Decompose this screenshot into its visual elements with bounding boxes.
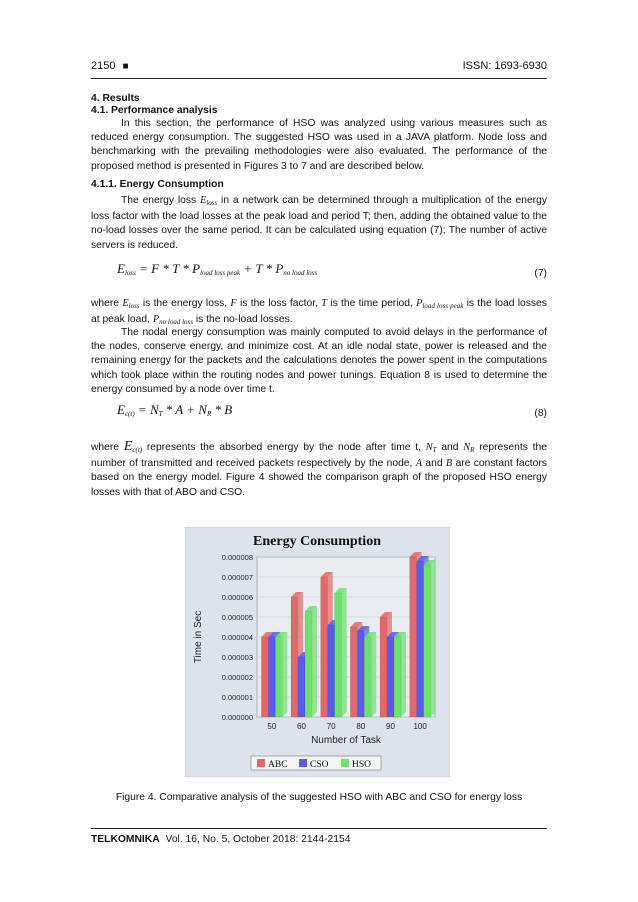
bar-hso-80 <box>364 637 371 717</box>
footer-rule <box>91 828 547 829</box>
bar-abc-90 <box>380 617 387 717</box>
bar-abc-80 <box>350 627 357 717</box>
legend-swatch-cso <box>299 759 307 767</box>
bar-side <box>282 632 287 717</box>
bar-side <box>401 632 406 717</box>
x-tick-label: 60 <box>297 722 306 731</box>
y-tick-label: 0.000001 <box>221 693 253 702</box>
y-tick-label: 0.000005 <box>221 613 253 622</box>
y-tick-label: 0.000002 <box>221 673 253 682</box>
bar-cso-80 <box>357 631 364 717</box>
header-rule <box>91 78 547 79</box>
bar-side <box>342 588 347 717</box>
legend-swatch-abc <box>257 759 265 767</box>
energy-heading: 4.1.1. Energy Consumption <box>91 179 224 190</box>
equation-7-number: (7) <box>534 268 547 279</box>
footer-journal: TELKOMNIKA <box>91 834 160 845</box>
bar-cso-100 <box>417 561 424 717</box>
bar-abc-100 <box>410 557 417 717</box>
y-tick-label: 0.000003 <box>221 653 253 662</box>
bar-cso-60 <box>298 657 305 717</box>
x-tick-label: 90 <box>386 722 395 731</box>
equation-8: $E_{c(t)} = N_T * A + N_R * B$ <box>117 402 233 418</box>
energy-consumption-chart <box>185 527 450 777</box>
y-tick-label: 0.000004 <box>221 633 253 642</box>
x-axis-label: Number of Task <box>311 735 381 746</box>
energy-paragraph: The energy loss $E_{loss}$ in a network can be determined through a multiplication of the energy loss factor with the load losses at the peak load and period T; then, adding the obtained value to the no-load losses over the same period. It can be calculated using equation (7); The number of active servers is reduced. <box>91 195 547 251</box>
y-tick-label: 0.000006 <box>221 593 253 602</box>
bar-cso-90 <box>387 637 394 717</box>
y-tick-label: 0.000007 <box>221 573 253 582</box>
chart-title: Energy Consumption <box>253 534 381 549</box>
footer-details: Vol. 16, No. 5, October 2018: 2144-2154 <box>165 834 351 845</box>
bar-hso-70 <box>335 593 342 717</box>
bar-cso-70 <box>328 625 335 717</box>
figure-caption: Figure 4. Comparative analysis of the suggested HSO with ABC and CSO for energy loss <box>115 792 523 803</box>
x-tick-label: 50 <box>267 722 277 731</box>
legend-label-abc: ABC <box>268 760 288 770</box>
y-tick-label: 0.000008 <box>221 553 253 562</box>
chart-svg <box>185 527 450 777</box>
section-heading: 4. Results <box>91 93 140 104</box>
bar-cso-50 <box>268 637 275 717</box>
legend-label-cso: CSO <box>310 760 329 770</box>
equation-8-number: (8) <box>534 408 547 419</box>
y-tick-label: 0.000000 <box>221 713 253 722</box>
bar-abc-70 <box>321 577 328 717</box>
nodal-paragraph: The nodal energy consumption was mainly computed to avoid delays in the performance of the nodes, conserve energy, and minimize cost. At an idle nodal state, power is released and the remaining energy for the packets and the calculations denotes the power spent in the computations which took place within the routing nodes and power tunings. Equation 8 is used to determine the energy consumed by a node over time t. <box>91 327 547 395</box>
bar-side <box>371 632 376 717</box>
page-number: 2150 <box>91 60 116 72</box>
where-paragraph-2: where $E_{c(t)}$ represents the absorbed energy by the node after time t, $N_T$ and $N_R$ represents the number of transmitted and received packets respectively by the node, A and B are constant factors based on the energy model. Figure 4 showed the comparison graph of the proposed HSO energy losses with that of ABO and CSO. <box>91 439 547 498</box>
bar-hso-100 <box>424 565 431 717</box>
bar-side <box>431 560 436 717</box>
x-tick-label: 100 <box>413 722 427 731</box>
page-number-header <box>91 60 129 72</box>
legend-swatch-hso <box>341 759 349 767</box>
intro-paragraph: In this section, the performance of HSO was analyzed using various measures such as reduced energy consumption. The suggested HSO was used in a JAVA platform. Node loss and benchmarking with the prevailing methodologies were also evaluated. The performance of the proposed method is presented in Figures 3 to 7 and are described below. <box>91 118 547 172</box>
bar-abc-50 <box>261 637 268 717</box>
header-square-icon: ■ <box>122 61 129 72</box>
x-tick-label: 70 <box>326 722 336 731</box>
issn-header: ISSN: 1693-6930 <box>462 60 547 72</box>
symbol-e-loss: $E_{loss}$ <box>200 195 218 207</box>
bar-abc-60 <box>291 597 298 717</box>
where-paragraph-1: where $E_{loss}$ is the energy loss, F is the loss factor, T is the time period, $P_{load loss peak}$ is the load losses at peak load, $P_{no load loss}$ is the no-load losses. <box>91 298 547 327</box>
bar-hso-60 <box>305 611 312 717</box>
subsection-heading: 4.1. Performance analysis <box>91 105 218 116</box>
bar-hso-50 <box>275 637 282 717</box>
x-tick-label: 80 <box>356 722 366 731</box>
bar-side <box>312 606 317 717</box>
equation-7: $E_{loss} = F * T * P_{load loss peak} + T * P_{no load loss}$ <box>117 261 318 277</box>
legend-label-hso: HSO <box>352 760 372 770</box>
bar-hso-90 <box>394 637 401 717</box>
y-axis-label: Time in Sec <box>193 610 204 664</box>
footer <box>91 834 350 845</box>
